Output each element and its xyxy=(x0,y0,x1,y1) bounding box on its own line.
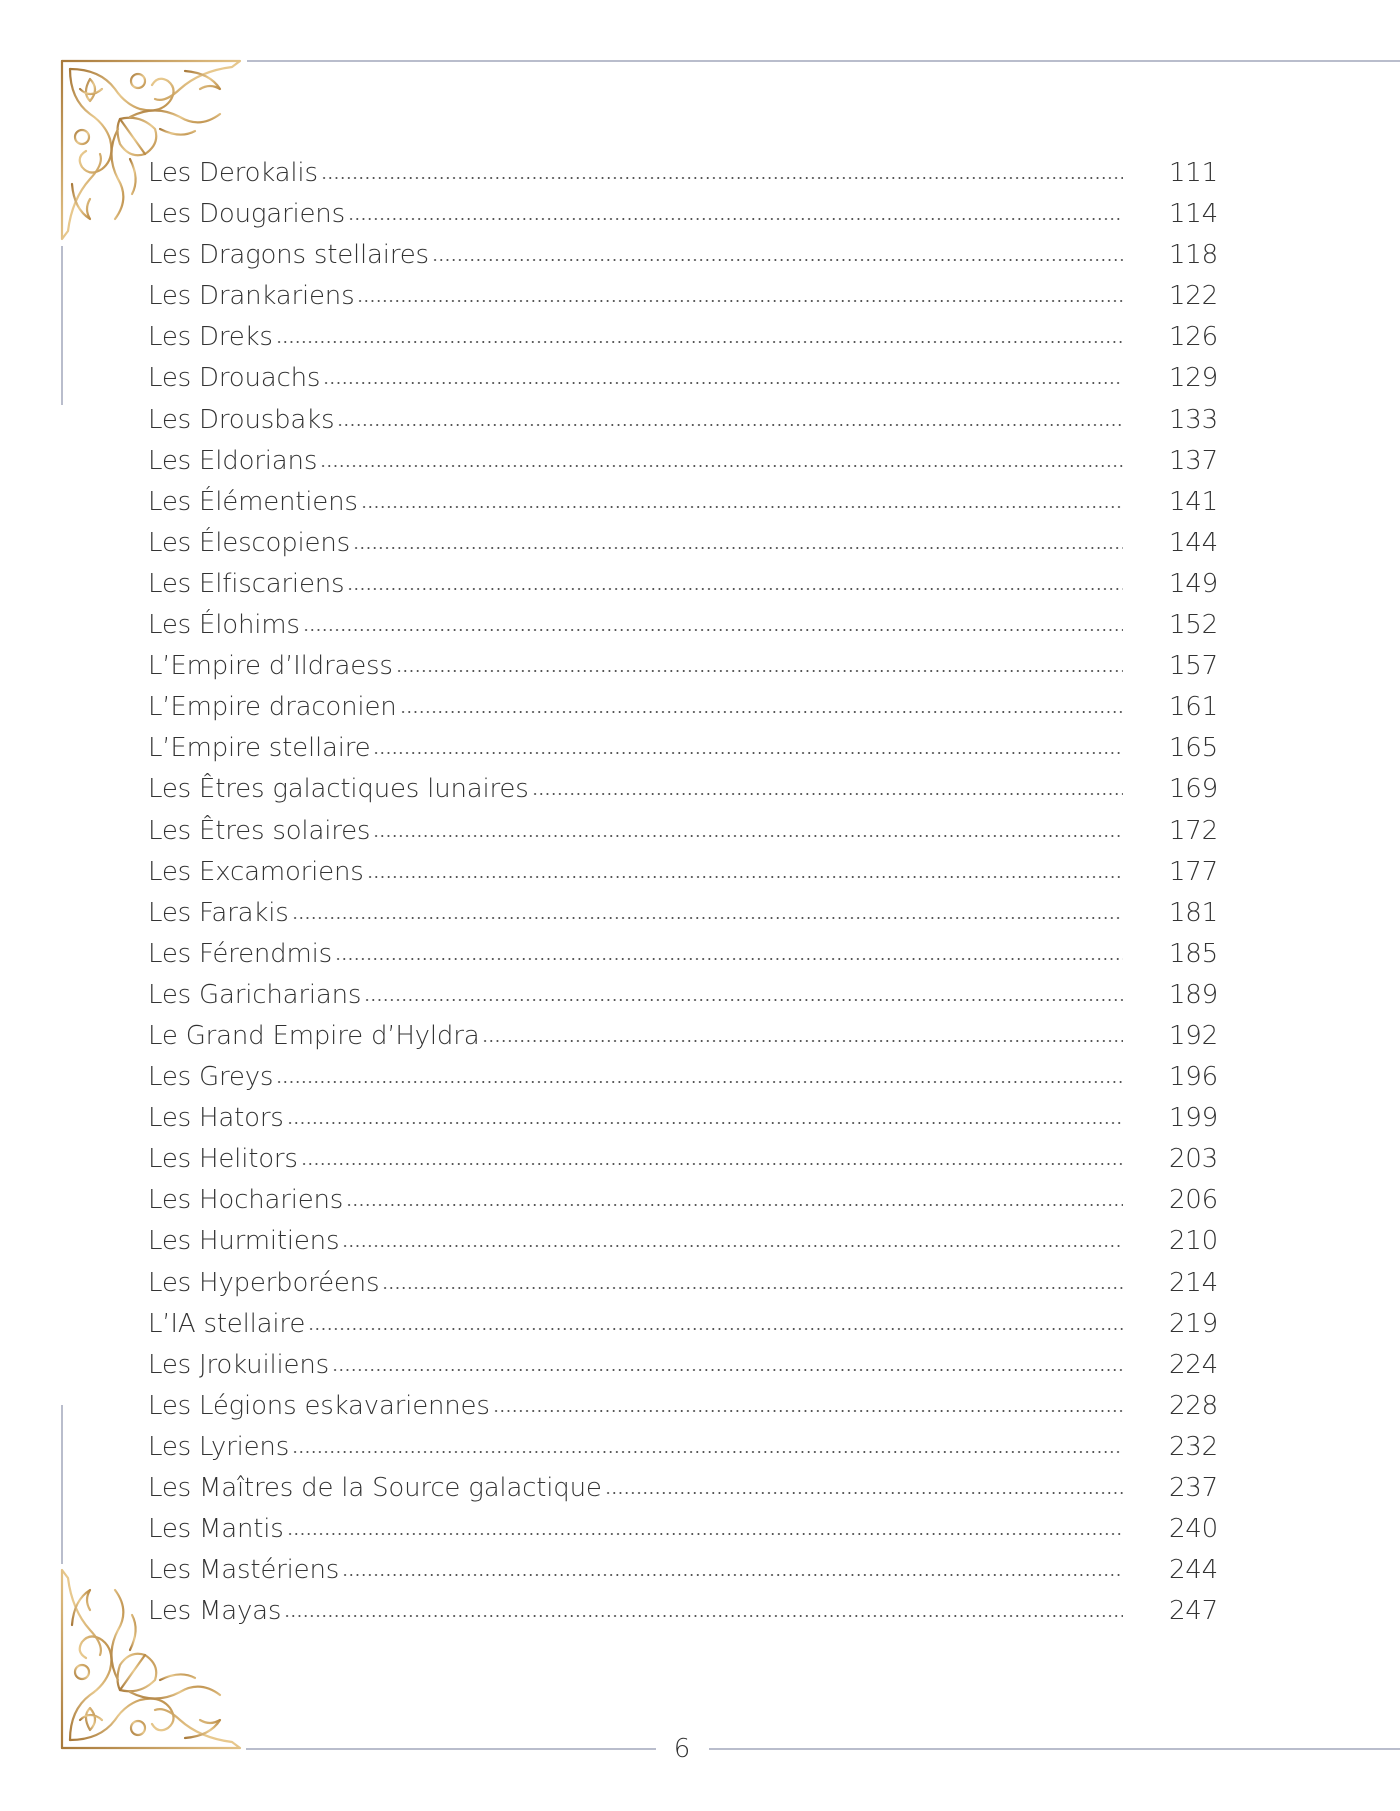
dot-leader xyxy=(482,1040,1123,1042)
dot-leader xyxy=(337,424,1123,426)
toc-entry-title: Les Élescopiens xyxy=(148,527,350,558)
toc-entry-page: 196 xyxy=(1168,1062,1218,1093)
toc-entry[interactable] xyxy=(148,1391,1218,1432)
toc-entry[interactable] xyxy=(148,363,1218,404)
toc-entry-page: 114 xyxy=(1168,199,1218,230)
toc-entry[interactable] xyxy=(148,199,1218,240)
toc-entry[interactable] xyxy=(148,816,1218,857)
dot-leader xyxy=(373,835,1123,837)
toc-entry-title: Les Elfiscariens xyxy=(148,568,345,599)
dot-leader xyxy=(361,506,1123,508)
toc-entry-title: Les Êtres solaires xyxy=(148,815,371,846)
dot-leader xyxy=(292,1451,1123,1453)
toc-entry-title: Les Lyriens xyxy=(148,1431,290,1462)
top-rule xyxy=(247,60,1400,62)
dot-leader xyxy=(382,1287,1123,1289)
toc-entry-title: L’Empire d’Ildraess xyxy=(148,651,393,682)
toc-entry-page: 144 xyxy=(1168,527,1218,558)
dot-leader xyxy=(348,218,1123,220)
toc-entry-title: Le Grand Empire d’Hyldra xyxy=(148,1020,480,1051)
toc-entry-page: 165 xyxy=(1168,733,1218,764)
dot-leader xyxy=(332,1369,1123,1371)
dot-leader xyxy=(396,670,1123,672)
toc-entry-title: Les Hurmitiens xyxy=(148,1226,340,1257)
dot-leader xyxy=(342,1245,1123,1247)
toc-entry[interactable] xyxy=(148,980,1218,1021)
left-rule-bottom xyxy=(61,1405,63,1564)
dot-leader xyxy=(287,1533,1123,1535)
dot-leader xyxy=(342,1574,1123,1576)
toc-entry[interactable] xyxy=(148,610,1218,651)
toc-entry-page: 177 xyxy=(1168,856,1218,887)
toc-entry[interactable] xyxy=(148,240,1218,281)
toc-entry-title: Les Drankariens xyxy=(148,281,355,312)
toc-entry[interactable] xyxy=(148,1021,1218,1062)
toc-entry[interactable] xyxy=(148,898,1218,939)
dot-leader xyxy=(532,793,1123,795)
toc-entry-title: Les Dougariens xyxy=(148,199,345,230)
toc-entry[interactable] xyxy=(148,322,1218,363)
toc-entry-title: Les Eldorians xyxy=(148,445,318,476)
toc-entry-page: 244 xyxy=(1168,1555,1218,1586)
toc-entry-title: Les Êtres galactiques lunaires xyxy=(148,774,529,805)
dot-leader xyxy=(308,1328,1123,1330)
toc-entry[interactable] xyxy=(148,857,1218,898)
dot-leader xyxy=(276,1081,1123,1083)
toc-entry-page: 133 xyxy=(1168,404,1218,435)
toc-entry-title: L’Empire stellaire xyxy=(148,733,371,764)
toc-entry[interactable] xyxy=(148,733,1218,774)
toc-entry-page: 122 xyxy=(1168,281,1218,312)
toc-entry[interactable] xyxy=(148,1226,1218,1267)
dot-leader xyxy=(605,1492,1123,1494)
dot-leader xyxy=(335,958,1123,960)
toc-entry[interactable] xyxy=(148,1062,1218,1103)
toc-entry-page: 137 xyxy=(1168,445,1218,476)
toc-entry-title: Les Élohims xyxy=(148,610,300,641)
toc-entry-title: Les Dragons stellaires xyxy=(148,240,429,271)
toc-entry-title: Les Hyperboréens xyxy=(148,1267,380,1298)
toc-entry[interactable] xyxy=(148,1473,1218,1514)
dot-leader xyxy=(367,876,1123,878)
toc-entry-page: 237 xyxy=(1168,1473,1218,1503)
dot-leader xyxy=(320,465,1123,467)
toc-entry-title: Les Excamoriens xyxy=(148,856,364,887)
toc-entry-page: 214 xyxy=(1168,1267,1218,1298)
dot-leader xyxy=(432,259,1123,261)
toc-entry[interactable] xyxy=(148,1514,1218,1555)
toc-entry-page: 247 xyxy=(1168,1596,1218,1627)
toc-entry-page: 210 xyxy=(1168,1226,1218,1257)
toc-entry-title: Les Farakis xyxy=(148,897,289,928)
toc-entry-title: Les Mayas xyxy=(148,1596,282,1627)
toc-entry-title: Les Jrokuiliens xyxy=(148,1349,329,1380)
toc-entry-title: Les Hochariens xyxy=(148,1185,344,1216)
toc-entry-title: L’IA stellaire xyxy=(148,1308,306,1339)
toc-entry[interactable] xyxy=(148,281,1218,322)
toc-entry-page: 181 xyxy=(1168,897,1218,928)
dot-leader xyxy=(373,752,1123,754)
dot-leader xyxy=(287,1122,1123,1124)
page-number: 6 xyxy=(673,1734,691,1764)
toc-entry-page: 118 xyxy=(1168,240,1218,271)
toc-entry-title: Les Drouachs xyxy=(148,363,321,394)
toc-entry-page: 228 xyxy=(1168,1390,1218,1421)
toc-entry-page: 199 xyxy=(1168,1103,1218,1134)
toc-entry-title: Les Drousbaks xyxy=(148,404,335,435)
toc-entry[interactable] xyxy=(148,692,1218,733)
toc-entry-page: 129 xyxy=(1168,363,1218,394)
toc-entry-title: Les Légions eskavariennes xyxy=(148,1390,490,1421)
toc-entry-page: 240 xyxy=(1168,1514,1218,1545)
toc-entry-page: 161 xyxy=(1168,692,1218,723)
toc-entry-title: Les Maîtres de la Source galactique xyxy=(148,1473,602,1503)
toc-entry[interactable] xyxy=(148,569,1218,610)
toc-entry[interactable] xyxy=(148,774,1218,815)
toc-entry[interactable] xyxy=(148,1185,1218,1226)
bottom-rule-left xyxy=(246,1748,656,1750)
dot-leader xyxy=(323,382,1123,384)
toc-entry[interactable] xyxy=(148,158,1218,199)
dot-leader xyxy=(353,547,1123,549)
dot-leader xyxy=(347,588,1123,590)
toc-entry-title: Les Greys xyxy=(148,1062,274,1093)
toc-entry[interactable] xyxy=(148,1596,1218,1637)
toc-entry-title: Les Garicharians xyxy=(148,979,362,1010)
toc-entry[interactable] xyxy=(148,446,1218,487)
toc-entry-title: Les Hators xyxy=(148,1103,284,1134)
dot-leader xyxy=(400,711,1123,713)
toc-entry-page: 232 xyxy=(1168,1431,1218,1462)
toc-entry[interactable] xyxy=(148,1144,1218,1185)
toc-entry-title: Les Élémentiens xyxy=(148,486,358,517)
toc-entry[interactable] xyxy=(148,487,1218,528)
toc-entry-page: 149 xyxy=(1168,568,1218,599)
toc-entry-page: 126 xyxy=(1168,322,1218,353)
left-rule-top xyxy=(61,246,63,405)
toc-entry[interactable] xyxy=(148,939,1218,980)
toc-entry[interactable] xyxy=(148,1555,1218,1596)
toc-entry-page: 206 xyxy=(1168,1185,1218,1216)
dot-leader xyxy=(357,300,1123,302)
toc-entry-title: Les Helitors xyxy=(148,1144,298,1175)
toc-entry[interactable] xyxy=(148,1309,1218,1350)
toc-entry-page: 203 xyxy=(1168,1144,1218,1175)
toc-entry[interactable] xyxy=(148,651,1218,692)
toc-entry-page: 219 xyxy=(1168,1308,1218,1339)
dot-leader xyxy=(321,177,1123,179)
toc-entry-title: L’Empire draconien xyxy=(148,692,397,723)
toc-entry-page: 169 xyxy=(1168,774,1218,805)
toc-entry-page: 224 xyxy=(1168,1349,1218,1380)
toc-entry-page: 141 xyxy=(1168,486,1218,517)
toc-entry[interactable] xyxy=(148,405,1218,446)
toc-entry-page: 189 xyxy=(1168,979,1218,1010)
toc-entry-title: Les Derokalis xyxy=(148,158,318,188)
bottom-rule-right xyxy=(709,1748,1400,1750)
toc-entry-page: 152 xyxy=(1168,610,1218,641)
toc-entry[interactable] xyxy=(148,528,1218,569)
dot-leader xyxy=(493,1410,1123,1412)
toc-entry-page: 185 xyxy=(1168,938,1218,969)
dot-leader xyxy=(292,917,1123,919)
toc-entry-page: 157 xyxy=(1168,651,1218,682)
dot-leader xyxy=(346,1204,1123,1206)
table-of-contents xyxy=(148,158,1218,1637)
toc-entry-page: 111 xyxy=(1168,158,1218,188)
toc-entry-page: 172 xyxy=(1168,815,1218,846)
dot-leader xyxy=(364,999,1123,1001)
toc-entry-page: 192 xyxy=(1168,1020,1218,1051)
dot-leader xyxy=(276,341,1123,343)
toc-entry[interactable] xyxy=(148,1103,1218,1144)
toc-entry-title: Les Férendmis xyxy=(148,938,332,969)
dot-leader xyxy=(284,1615,1123,1617)
dot-leader xyxy=(303,629,1123,631)
toc-entry-title: Les Mastériens xyxy=(148,1555,340,1586)
toc-entry[interactable] xyxy=(148,1432,1218,1473)
toc-entry-title: Les Mantis xyxy=(148,1514,284,1545)
toc-entry[interactable] xyxy=(148,1350,1218,1391)
toc-entry[interactable] xyxy=(148,1268,1218,1309)
dot-leader xyxy=(301,1163,1123,1165)
toc-entry-title: Les Dreks xyxy=(148,322,273,353)
